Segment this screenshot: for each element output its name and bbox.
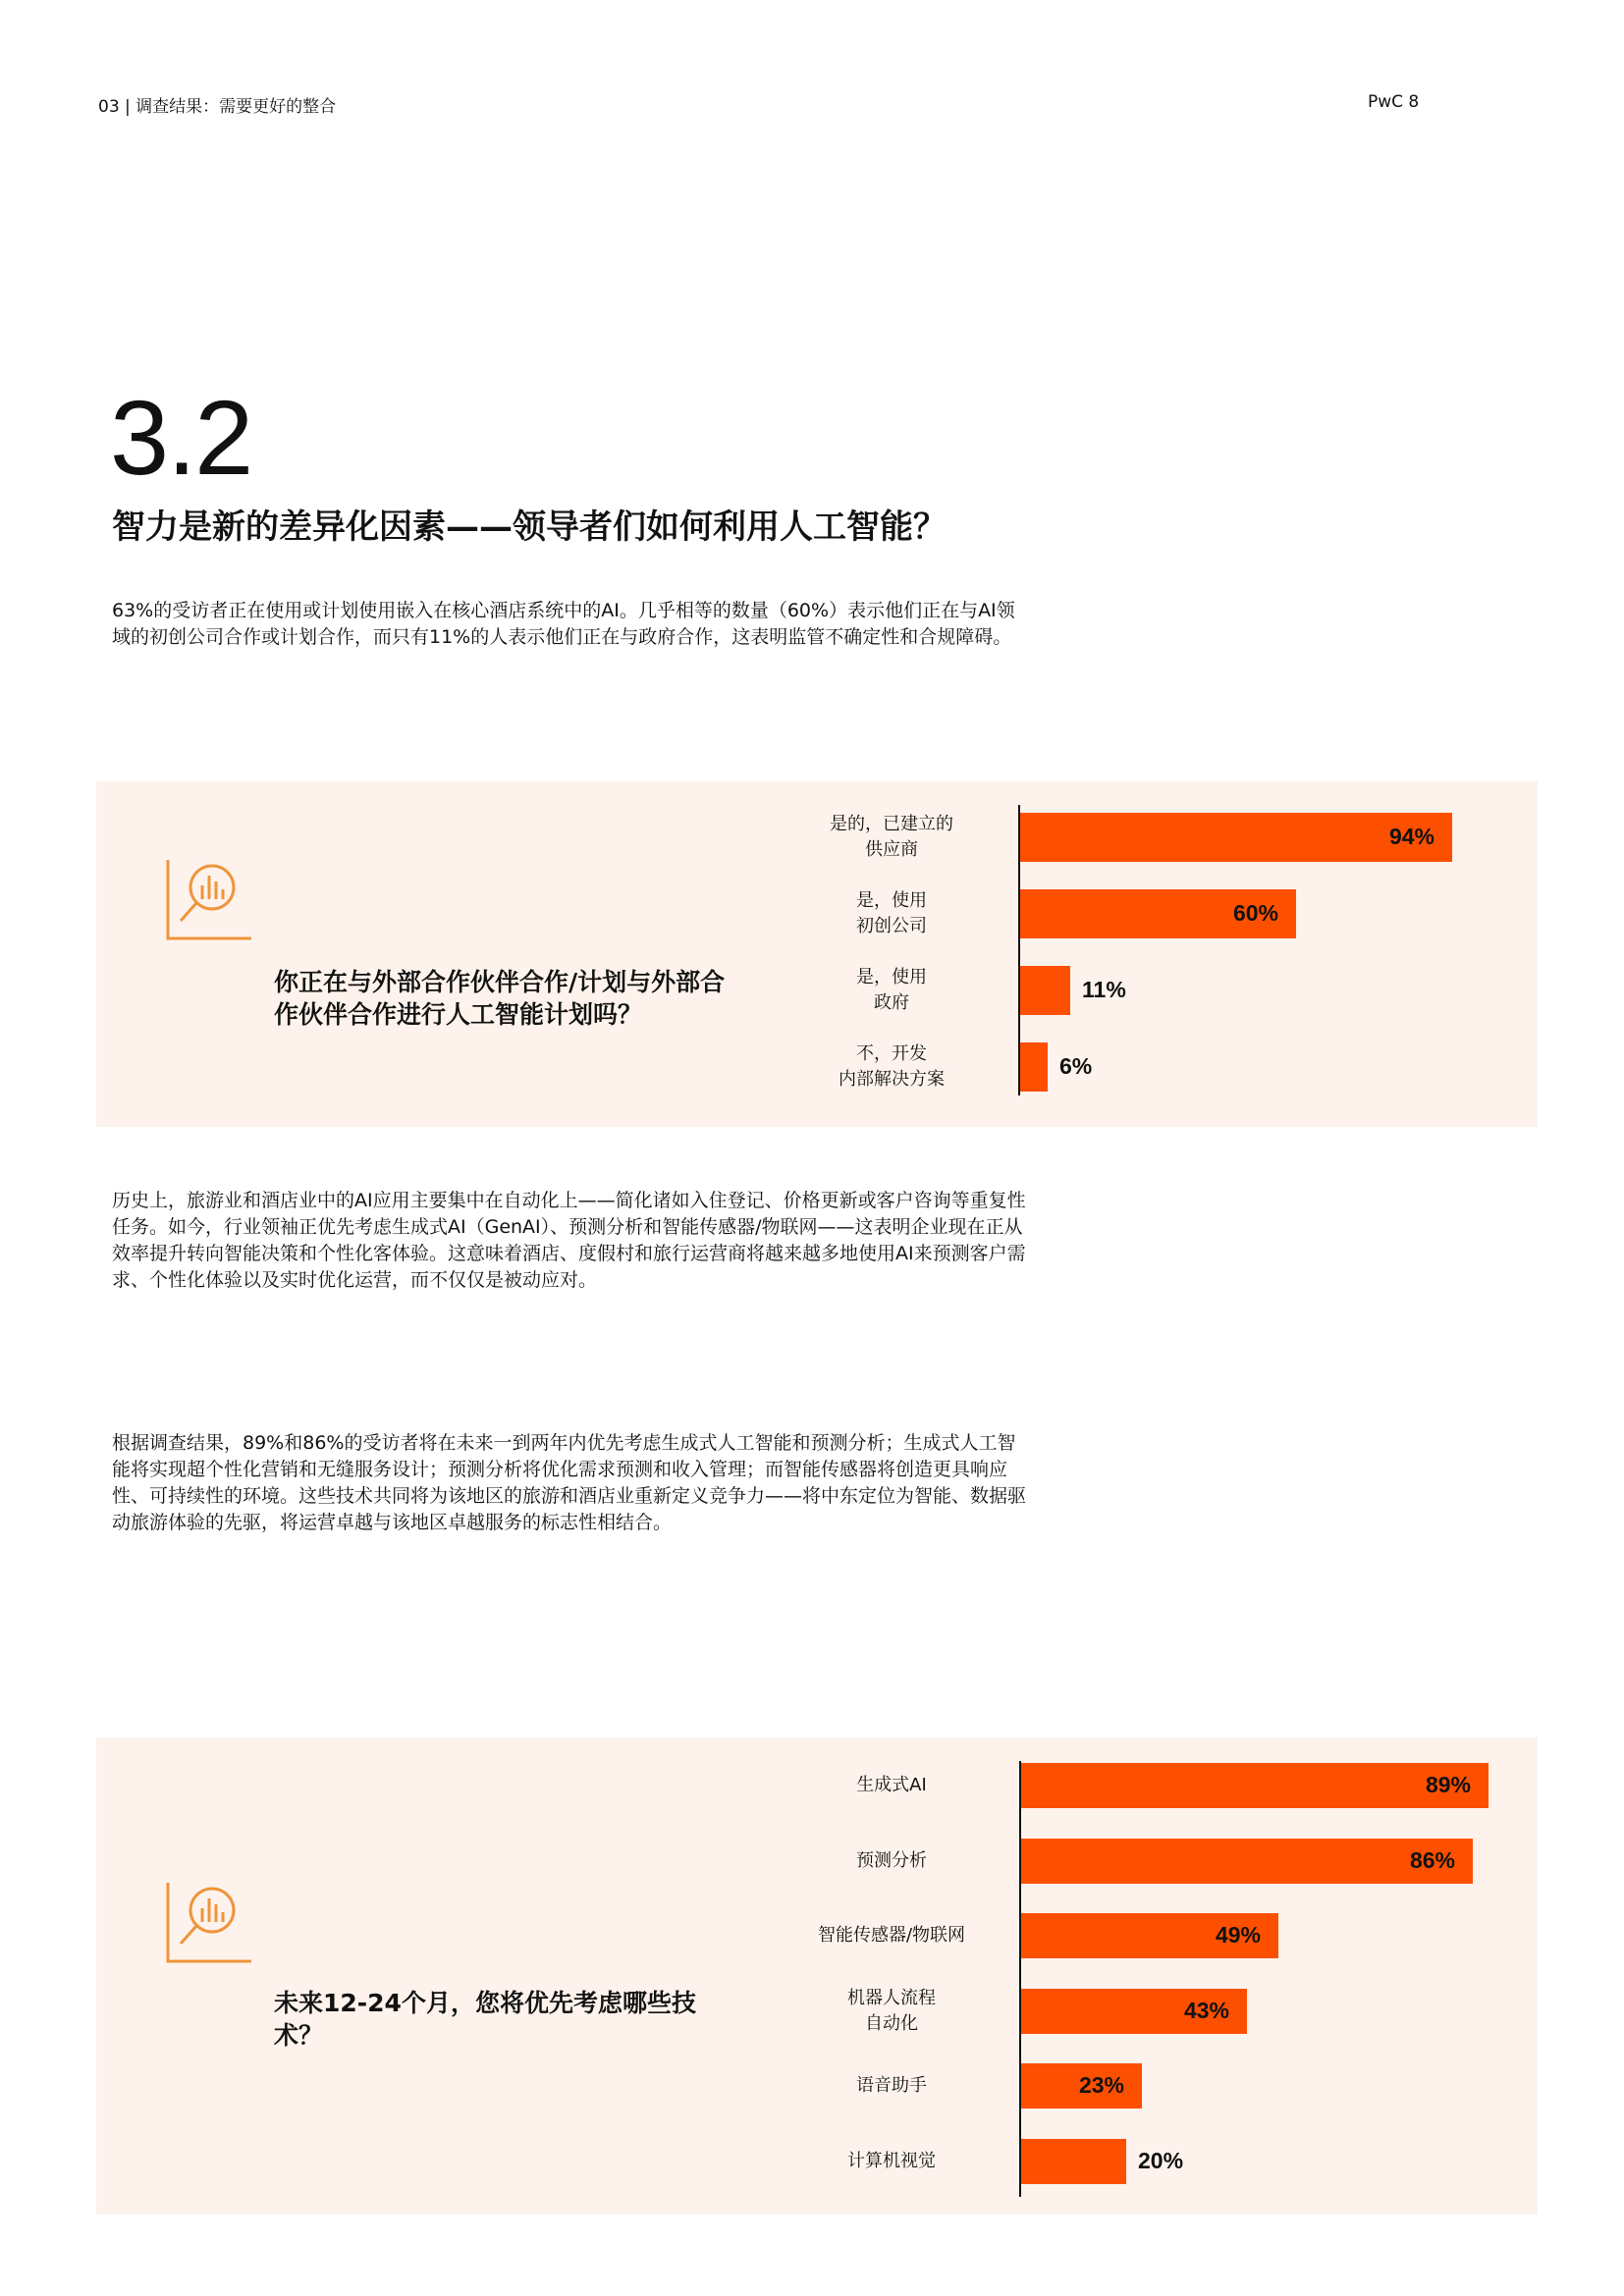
- chart-category-label: [784, 888, 1000, 939]
- chart-category-label-line: 机器人流程: [847, 1987, 936, 2008]
- bar-chart-technologies: [96, 1737, 1538, 2215]
- chart-category-label-line: 是，使用: [856, 967, 927, 988]
- chart-bar-value-label: 94%: [1388, 824, 1435, 849]
- chart-bar: [1020, 966, 1070, 1015]
- chart-category-label-line: 计算机视觉: [847, 2150, 936, 2171]
- body-paragraph-findings: 根据调查结果，89%和86%的受访者将在未来一到两年内优先考虑生成式人工智能和预测分析；生成式人工智能将实现超个性化营销和无缝服务设计；预测分析将优化需求预测和收入管理；而智能传感器将创造更具响应性、可持续性的环境。这些技术共同将为该地区的旅游和酒店业重新定义竞争力——将中东定位为智能、数据驱动旅游体验的先驱，将运营卓越与该地区卓越服务的标志性相结合。: [112, 1432, 1027, 1533]
- chart-category-label-line: 供应商: [865, 839, 918, 860]
- header-page-label: PwC 8: [1368, 92, 1420, 112]
- chart-bar: [1020, 1042, 1048, 1092]
- chart-category-label-line: 生成式AI: [856, 1775, 927, 1795]
- chart-bar-value-label: 6%: [1059, 1053, 1093, 1079]
- chart-bar-value-label: 23%: [1078, 2072, 1124, 2098]
- chart-panel-technologies: [96, 1737, 1538, 2215]
- chart-bar-value-label: 20%: [1138, 2147, 1184, 2173]
- chart-category-label-line: 初创公司: [856, 916, 927, 936]
- chart-bar-value-label: 11%: [1082, 977, 1126, 1002]
- chart-axis-line: [1019, 1761, 1021, 2197]
- chart-category-label-line: 不，开发: [856, 1043, 927, 1064]
- body-paragraph-history: 历史上，旅游业和酒店业中的AI应用主要集中在自动化上——简化诸如入住登记、价格更新或客户咨询等重复性任务。如今，行业领袖正优先考虑生成式AI（GenAI）、预测分析和智能传感器/物联网——这表明企业现在正从效率提升转向智能决策和个性化客体验。这意味着酒店、度假村和旅行运营商将越来越多地使用AI来预测客户需求、个性化体验以及实时优化运营，而不仅仅是被动应对。: [112, 1190, 1026, 1291]
- chart-bar-value-label: 60%: [1232, 900, 1278, 926]
- chart-category-label: [784, 1923, 1000, 1949]
- chart-bar-value-label: 89%: [1425, 1772, 1471, 1797]
- chart-category-label-line: 智能传感器/物联网: [817, 1925, 966, 1946]
- bar-chart-partners: [96, 781, 1538, 1127]
- chart-category-label: [784, 2149, 1000, 2174]
- chart-category-label: [784, 965, 1000, 1016]
- chart-category-label-line: 预测分析: [856, 1849, 927, 1871]
- chart-question-partners: 你正在与外部合作伙伴合作/计划与外部合作伙伴合作进行人工智能计划吗？: [274, 968, 726, 1029]
- section-number: 3.2: [110, 378, 252, 497]
- chart-category-label-line: 是的，已建立的: [830, 814, 953, 834]
- chart-category-label: [784, 1848, 1000, 1874]
- chart-panel-partners: [96, 781, 1538, 1127]
- intro-paragraph: 63%的受访者正在使用或计划使用嵌入在核心酒店系统中的AI。几乎相等的数量（60%）表示他们正在与AI领域的初创公司合作或计划合作，而只有11%的人表示他们正在与政府合作，这表明监管不确定性和合规障碍。: [112, 600, 1015, 648]
- chart-bar-value-label: 86%: [1409, 1846, 1455, 1873]
- chart-category-label: [784, 812, 1000, 863]
- chart-category-label-line: 自动化: [865, 2012, 918, 2034]
- header-breadcrumb: 03 | 调查结果：需要更好的整合: [98, 97, 337, 117]
- chart-category-label: [784, 2073, 1000, 2099]
- chart-category-label-line: 语音助手: [856, 2075, 927, 2096]
- section-title: 智力是新的差异化因素——领导者们如何利用人工智能？: [112, 507, 947, 547]
- chart-bar-value-label: 49%: [1215, 1922, 1261, 1948]
- chart-bar-value-label: 43%: [1183, 1997, 1229, 2023]
- chart-question-technologies: 未来12-24个月，您将优先考虑哪些技术？: [274, 1989, 696, 2050]
- chart-category-label-line: 是，使用: [856, 890, 927, 911]
- chart-category-label: [784, 1986, 1000, 2037]
- chart-bar: [1021, 2139, 1126, 2184]
- chart-category-label-line: 政府: [874, 992, 909, 1013]
- chart-category-label-line: 内部解决方案: [839, 1069, 945, 1090]
- chart-category-label: [784, 1041, 1000, 1093]
- chart-category-label: [784, 1773, 1000, 1798]
